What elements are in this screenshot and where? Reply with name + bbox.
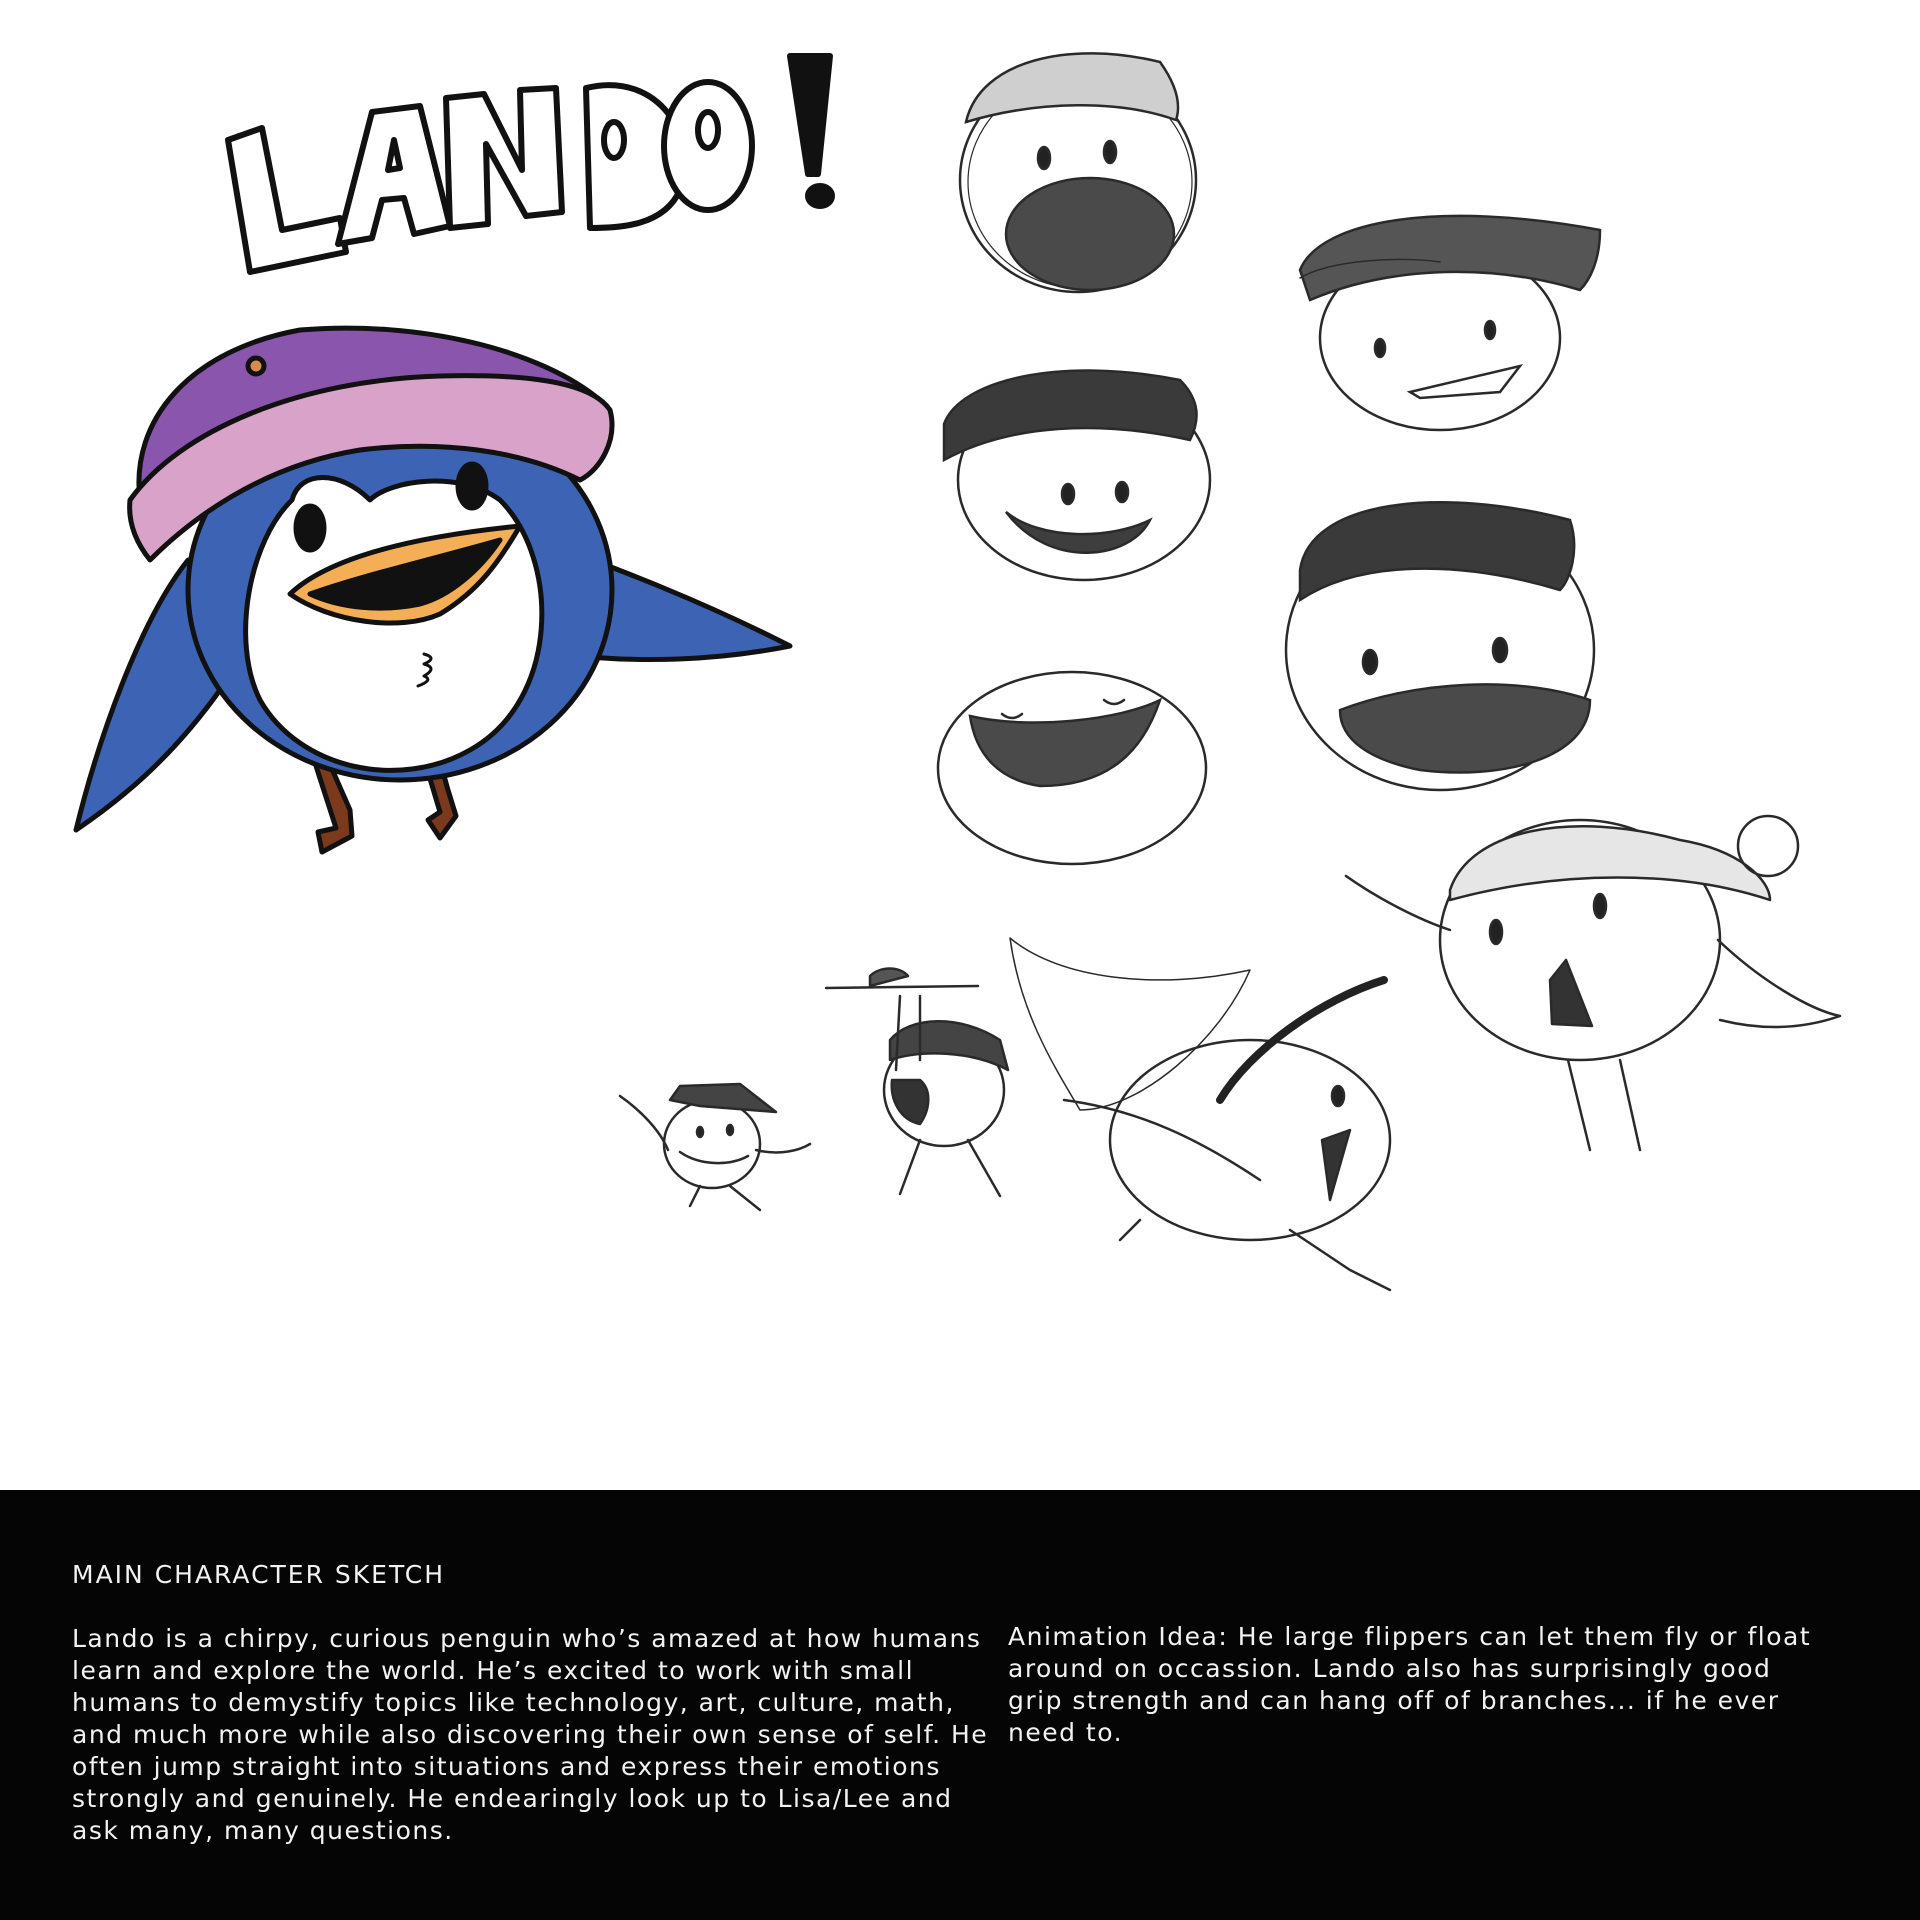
lando-title-lettering <box>228 56 832 272</box>
face-sketch-surprised <box>1286 502 1594 790</box>
character-description: Lando is a chirpy, curious penguin who’s amazed at how humans learn and explore the world. He’s excited to work with small humans to demystify topics like technology, art, culture, math, and much more while also discovering their own sense of self. He often jump straight into situations and express their emotions strongly and genuinely. He endearingly look up to Lisa/Lee and ask many, many questions. <box>72 1624 989 1845</box>
pose-sketch-hanging <box>826 969 1008 1197</box>
pose-sketch-floating <box>1346 816 1840 1150</box>
face-sketch-happy <box>944 371 1210 580</box>
lando-color-illustration <box>76 328 790 852</box>
animation-idea-text: Animation Idea: He large flippers can let them fly or float around on occassion. Lando also has surprisingly good grip strength and can hang off of branches... if he ever need to. <box>1008 1622 1812 1747</box>
left-eye <box>296 506 324 550</box>
right-eye <box>458 464 486 508</box>
face-sketch-sleepy <box>938 672 1206 864</box>
pose-sketch-small-running <box>620 1084 810 1210</box>
caption-heading: MAIN CHARACTER SKETCH <box>72 1560 446 1589</box>
pose-sketch-flying <box>1010 938 1390 1290</box>
face-sketch-worried <box>1300 216 1600 430</box>
face-sketch-shouting <box>960 53 1196 292</box>
pose-sketches <box>620 816 1840 1290</box>
expression-sketches <box>938 53 1600 864</box>
